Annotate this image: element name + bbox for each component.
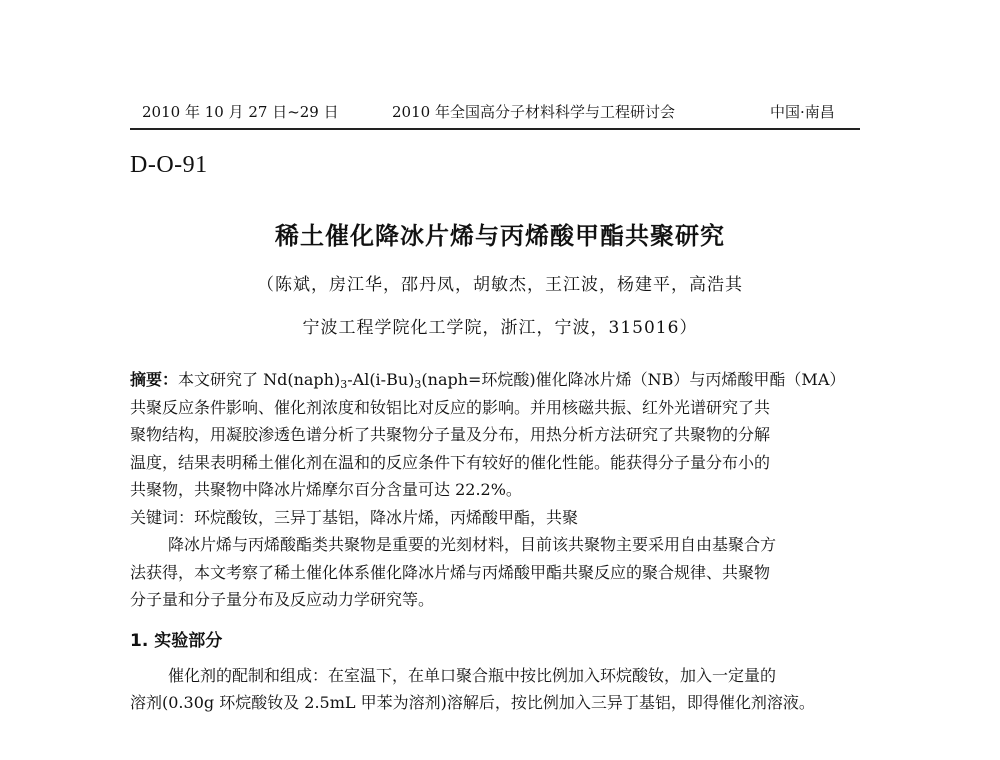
subscript-3b: 3 [414, 378, 422, 391]
abstract-line-4: 温度，结果表明稀土催化剂在温和的反应条件下有较好的催化性能。能获得分子量分布小的 [130, 452, 771, 472]
subscript-3a: 3 [340, 378, 348, 391]
section1-line-1: 催化剂的配制和组成：在室温下，在单口聚合瓶中按比例加入环烷酸钕，加入一定量的 [168, 665, 777, 685]
paper-code: D-O-91 [130, 152, 208, 178]
intro-line-3: 分子量和分子量分布及反应动力学研究等。 [130, 590, 435, 609]
abstract-line-2: 共聚反应条件影响、催化剂浓度和钕铝比对反应的影响。并用核磁共振、红外光谱研究了共 [130, 397, 771, 417]
running-header [130, 100, 860, 130]
affiliation: 宁波工程学院化工学院，浙江，宁波，315016） [302, 318, 698, 338]
paper-body [130, 366, 872, 717]
authors: （陈斌，房江华，邵丹凤，胡敏杰，王江波，杨建平，高浩其 [257, 275, 743, 295]
intro-line-2: 法获得，本文考察了稀土催化体系催化降冰片烯与丙烯酸甲酯共聚反应的聚合规律、共聚物 [130, 562, 771, 582]
keywords: 关键词：环烷酸钕，三异丁基铝，降冰片烯，丙烯酸甲酯，共聚 [130, 507, 579, 527]
abstract-line-3: 聚物结构，用凝胶渗透色谱分析了共聚物分子量及分布，用热分析方法研究了共聚物的分解 [130, 425, 771, 444]
paper-title: 稀土催化降冰片烯与丙烯酸甲酯共聚研究 [275, 222, 725, 250]
section-heading-experimental: 1. 实验部分 [130, 630, 223, 651]
intro-line-1: 降冰片烯与丙烯酸酯类共聚物是重要的光刻材料，目前该共聚物主要采用自由基聚合方 [168, 535, 777, 554]
abstract-line-5: 共聚物，共聚物中降冰片烯摩尔百分含量可达 22.2%。 [130, 480, 522, 499]
header-date: 2010 年 10 月 27 日~29 日 [142, 103, 339, 121]
header-conference: 2010 年全国高分子材料科学与工程研讨会 [392, 103, 675, 121]
abstract-label: 摘要： [130, 370, 179, 389]
abstract-line-1 [130, 366, 872, 394]
section1-line-2: 溶剂(0.30g 环烷酸钕及 2.5mL 甲苯为溶剂)溶解后，按比例加入三异丁基铝，即得催化剂溶液。 [130, 693, 815, 712]
abstract-text-1b: -Al(i-Bu) [347, 370, 415, 389]
header-location: 中国·南昌 [770, 103, 835, 121]
abstract-text-1a: 本文研究了 Nd(naph) [178, 370, 341, 389]
abstract-text-1c: (naph=环烷酸)催化降冰片烯（NB）与丙烯酸甲酯（MA） [421, 370, 846, 389]
